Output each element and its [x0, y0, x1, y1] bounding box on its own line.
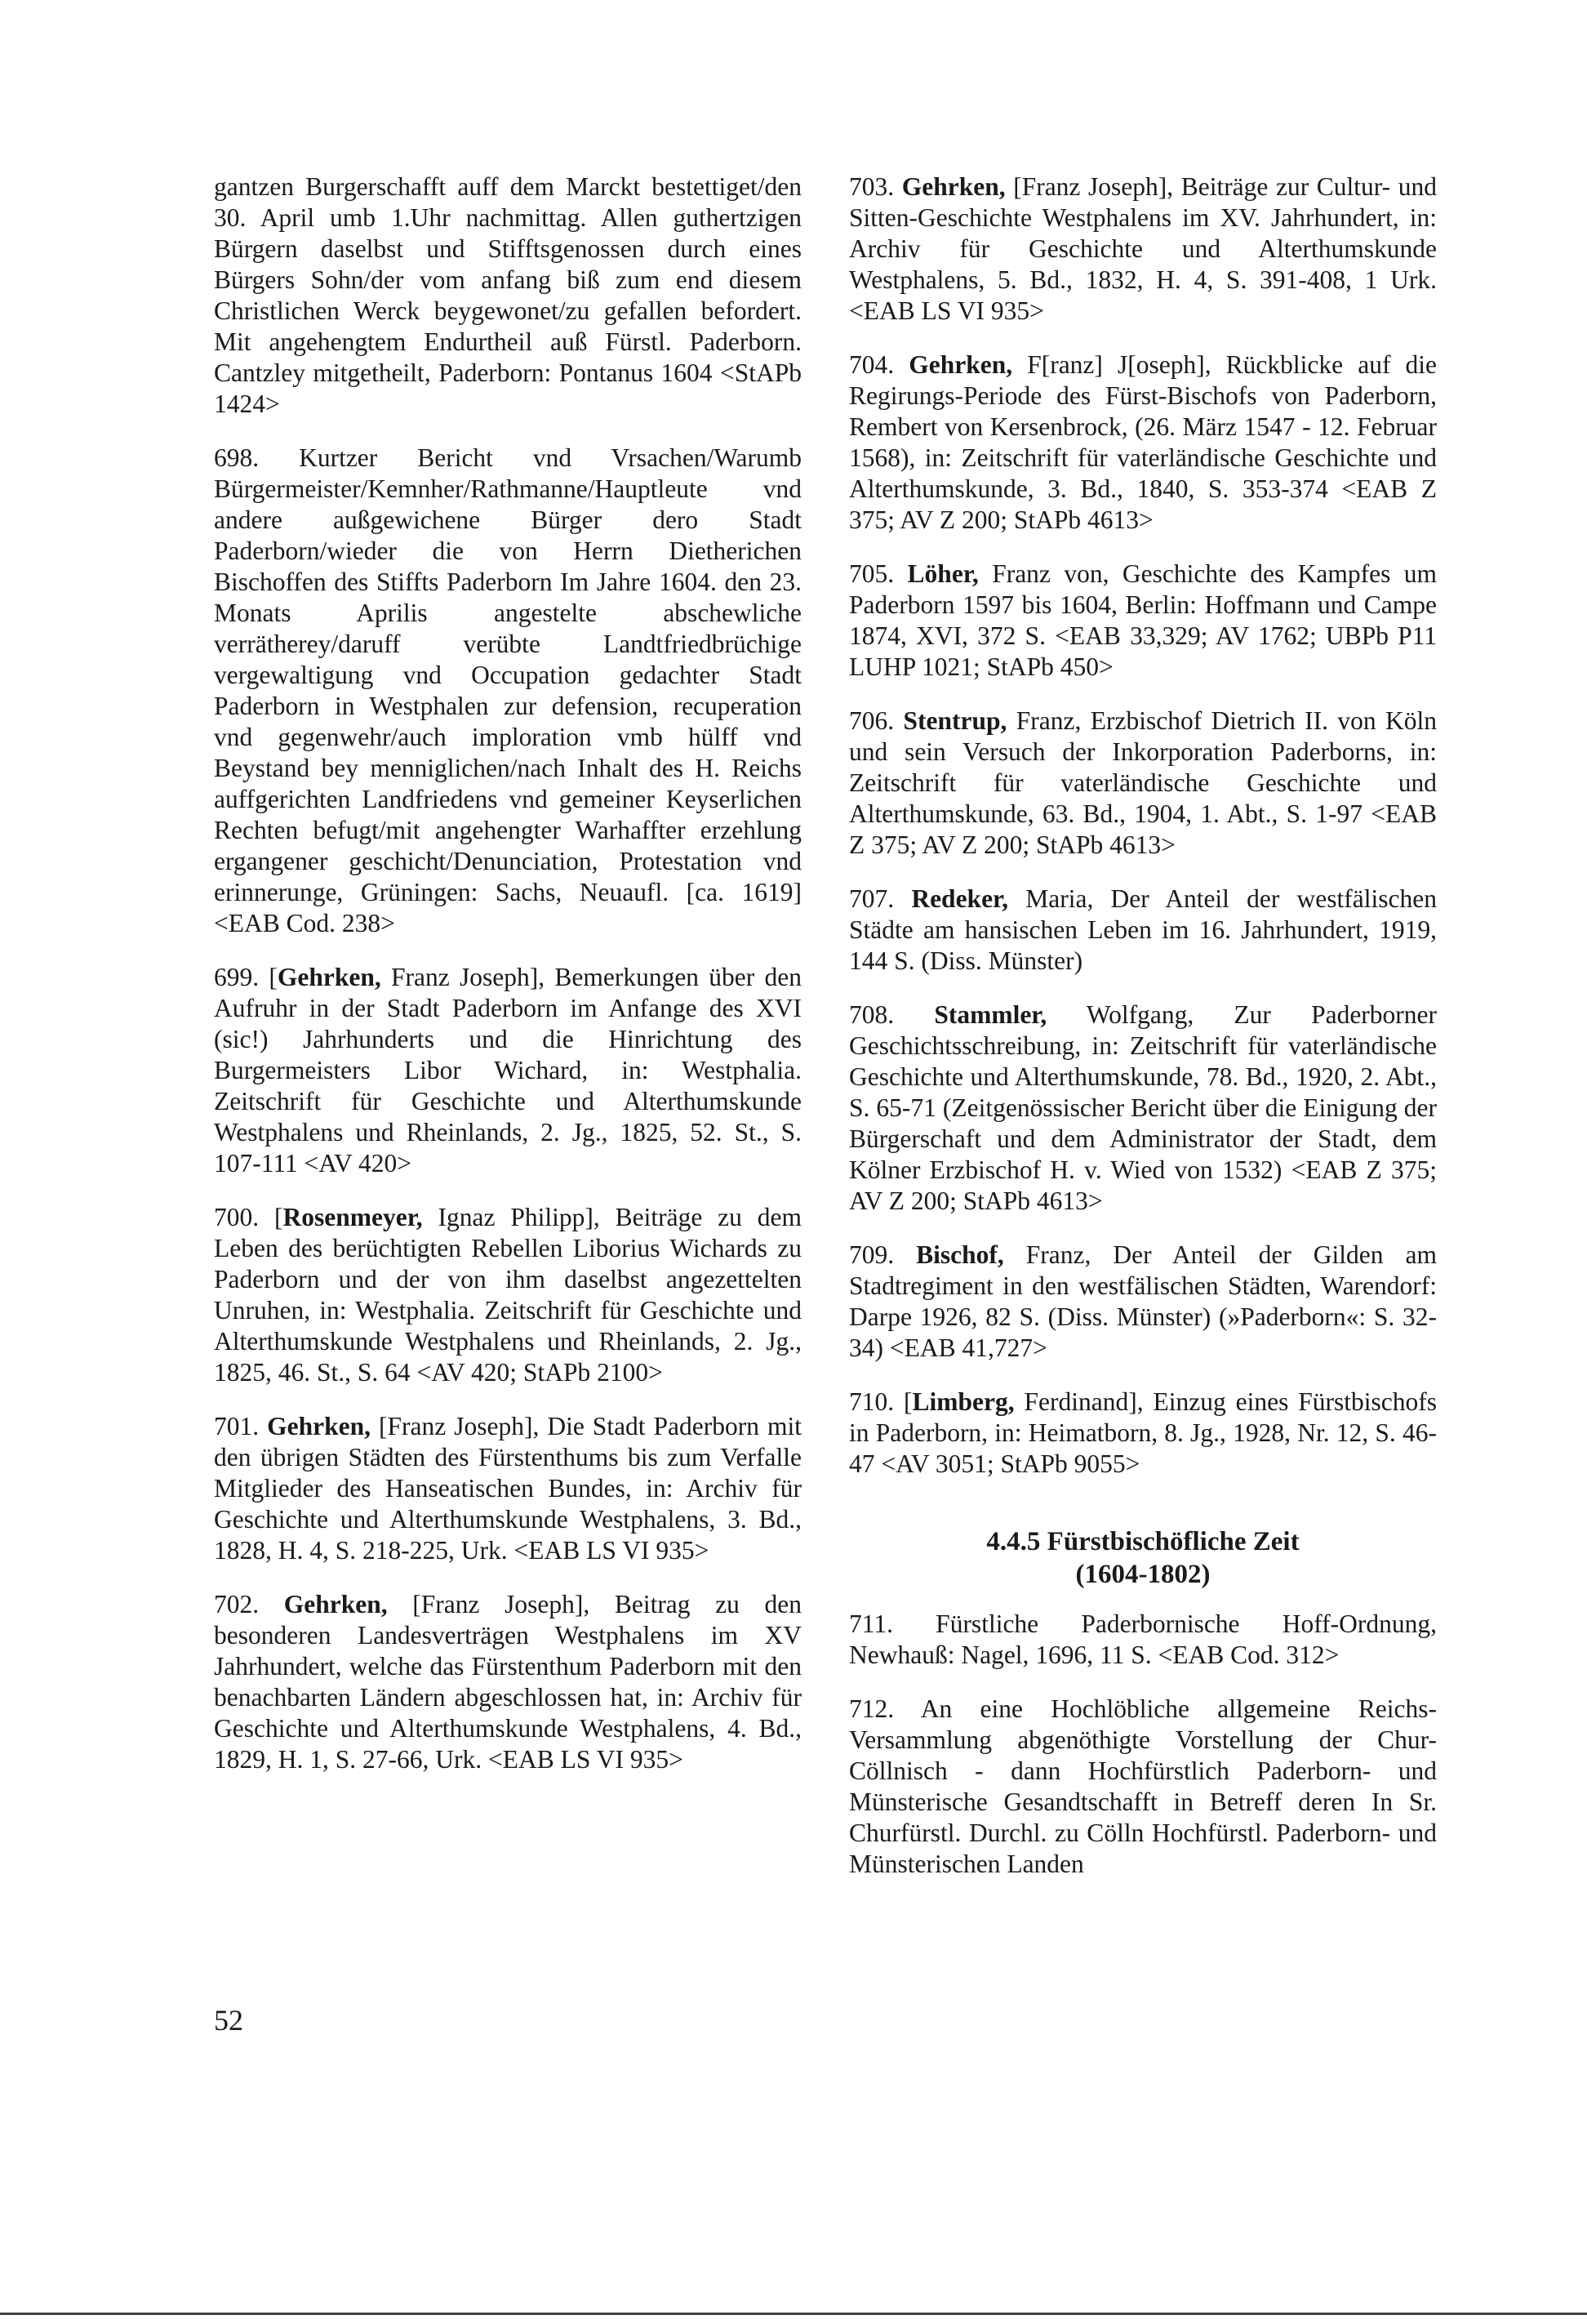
entry-number: 700. — [214, 1203, 260, 1231]
entry-number: 707. — [849, 884, 895, 913]
entry-author: Stentrup, — [903, 706, 1007, 735]
entry-number: 703. — [849, 172, 895, 201]
entry-702 — [214, 1589, 802, 1775]
bottom-divider — [0, 2313, 1587, 2315]
entry-author: Gehrken, — [909, 350, 1013, 379]
entry-author: Rosenmeyer, — [282, 1203, 423, 1231]
entry-number: 705. — [849, 559, 895, 588]
entry-text: [Franz Joseph], Die Stadt Paderborn mit den übrigen Städten des Fürstenthums bis zum Verfalle Mitglieder des Hanseatischen Bundes, in: Archiv für Geschichte und Alterthumskunde Westphalens, 3. Bd., 1828, H. 4, S. 218-225, Urk. <EAB LS VI 935> — [214, 1412, 802, 1565]
entry-number: 706. — [849, 706, 895, 735]
entry-700 — [214, 1202, 802, 1388]
entry-text: [Franz Joseph], Beiträge zur Cultur- und Sitten-Geschichte Westphalens im XV. Jahrhundert, in: Archiv für Geschichte und Alterthumskunde Westphalens, 5. Bd., 1832, H. 4, S. 391-408, 1 Urk. <EAB LS VI 935> — [849, 172, 1437, 325]
entry-author: Limberg, — [912, 1387, 1015, 1416]
entry-author: Bischof, — [916, 1240, 1004, 1269]
entry-706 — [849, 706, 1437, 861]
entry-author: Gehrken, — [277, 963, 381, 991]
entry-author: Gehrken, — [901, 172, 1006, 201]
entry-text: F[ranz] J[oseph], Rückblicke auf die Regirungs-Periode des Fürst-Bischofs von Paderborn, Rembert von Kersenbrock, (26. März 1547 - 12. Februar 1568), in: Zeitschrift für vaterländische Geschichte und Alterthumskunde, 3. Bd., 1840, S. 353-374 <EAB Z 375; AV Z 200; StAPb 4613> — [849, 350, 1438, 534]
section-heading — [849, 1525, 1437, 1591]
entry-712 — [849, 1694, 1437, 1880]
entry-number: 708. — [849, 1000, 895, 1029]
section-heading-range: (1604-1802) — [1075, 1560, 1211, 1589]
entry-author: Gehrken, — [283, 1590, 388, 1618]
entry-author: Stammler, — [934, 1000, 1047, 1029]
entry-text: Kurtzer Bericht vnd Vrsachen/Warumb Bürgermeister/Kemnher/Rathmanne/Hauptleute vnd andere außgewichene Bürger dero Stadt Paderborn/wieder die von Herrn Dietherichen Bischoffen des Stiffts Paderborn Im Jahre 1604. den 23. Monats Aprilis angestelte abschewliche verrätherey/daruff verübte Landtfriedbrüchige vergewaltigung vnd Occupation gedachter Stadt Paderborn in Westphalen zur defension, recuperation vnd gegenwehr/auch imploration vmb hülff vnd Beystand bey menniglichen/nach Inhalt des H. Reichs auffgerichten Landfriedens vnd gemeiner Keyserlichen Rechten befugt/mit angehengter Warhaffter erzehlung ergangener geschicht/Denunciation, Protestation vnd erinnerunge, Grüningen: Sachs, Neuaufl. [ca. 1619] <EAB Cod. 238> — [214, 443, 802, 937]
entry-text: gantzen Burgerschafft auff dem Marckt bestettiget/den 30. April umb 1.Uhr nachmittag. Allen guthertzigen Bürgern daselbst und Stifftsgenossen durch eines Bürgers Sohn/der vom anfang biß zum end diesem Christlichen Werck beygewonet/zu gefallen befordert. Mit angehengtem Endurtheil auß Fürstl. Paderborn. Cantzley mitgetheilt, Paderborn: Pontanus 1604 <StAPb 1424> — [214, 172, 802, 418]
entry-704 — [849, 349, 1437, 536]
entry-705 — [849, 559, 1437, 683]
bracket: [ — [904, 1387, 913, 1416]
entry-text: Ignaz Philipp], Beiträge zu dem Leben des berüchtigten Rebellen Liborius Wichards zu Paderborn und der von ihm daselbst angezettelten Unruhen, in: Westphalia. Zeitschrift für Geschichte und Alterthumskunde Westphalens und Rheinlands, 2. Jg., 1825, 46. St., S. 64 <AV 420; StAPb 2100> — [214, 1203, 802, 1387]
section-heading-title: 4.4.5 Fürstbischöfliche Zeit — [986, 1527, 1300, 1556]
entry-text: Ferdinand], Einzug eines Fürstbischofs in Paderborn, in: Heimatborn, 8. Jg., 1928, Nr. 12, S. 46-47 <AV 3051; StAPb 9055> — [849, 1387, 1438, 1478]
entry-number: 698. — [214, 443, 260, 472]
left-column — [214, 171, 802, 1798]
entry-text: Maria, Der Anteil der westfälischen Städte am hansischen Leben im 16. Jahrhundert, 1919, 144 S. (Diss. Münster) — [849, 884, 1437, 975]
entry-author: Löher, — [907, 559, 979, 588]
entry-text: Franz, Der Anteil der Gilden am Stadtregiment in den westfälischen Städten, Warendorf: Darpe 1926, 82 S. (Diss. Münster) (»Paderborn«: S. 32-34) <EAB 41,727> — [849, 1240, 1438, 1362]
bracket: [ — [269, 963, 278, 991]
entry-number: 712. — [849, 1694, 895, 1723]
entry-number: 701. — [214, 1412, 260, 1440]
entry-author: Redeker, — [911, 884, 1009, 913]
entry-number: 699. — [214, 963, 260, 991]
entry-number: 704. — [849, 350, 895, 379]
entry-author: Gehrken, — [267, 1412, 371, 1440]
entry-711 — [849, 1609, 1437, 1671]
entry-text: [Franz Joseph], Beitrag zu den besonderen Landesverträgen Westphalens im XV Jahrhundert, welche das Fürstenthum Paderborn mit den benachbarten Ländern abgeschlossen hat, in: Archiv für Geschichte und Alterthumskunde Westphalens, 4. Bd., 1829, H. 1, S. 27-66, Urk. <EAB LS VI 935> — [214, 1590, 802, 1774]
entry-text: Franz Joseph], Bemerkungen über den Aufruhr in der Stadt Paderborn im Anfange des XVI (sic!) Jahrhunderts und die Hinrichtung des Burgermeisters Libor Wichard, in: Westphalia. Zeitschrift für Geschichte und Alterthumskunde Westphalens und Rheinlands, 2. Jg., 1825, 52. St., S. 107-111 <AV 420> — [214, 963, 802, 1178]
entry-text: Franz von, Geschichte des Kampfes um Paderborn 1597 bis 1604, Berlin: Hoffmann und Campe 1874, XVI, 372 S. <EAB 33,329; AV 1762; UBPb P11 LUHP 1021; StAPb 450> — [849, 559, 1438, 681]
entry-703 — [849, 171, 1437, 327]
entry-text: Wolfgang, Zur Paderborner Geschichtsschreibung, in: Zeitschrift für vaterländische Geschichte und Alterthumskunde, 78. Bd., 1920, 2. Abt., S. 65-71 (Zeitgenössischer Bericht über die Einigung der Bürgerschaft und dem Administrator der Stadt, dem Kölner Erzbischof H. v. Wied von 1532) <EAB Z 375; AV Z 200; StAPb 4613> — [849, 1000, 1438, 1215]
entry-text: Franz, Erzbischof Dietrich II. von Köln und sein Versuch der Inkorporation Paderborns, in: Zeitschrift für vaterländische Geschichte und Alterthumskunde, 63. Bd., 1904, 1. Abt., S. 1-97 <EAB Z 375; AV Z 200; StAPb 4613> — [849, 706, 1437, 859]
entry-number: 709. — [849, 1240, 895, 1269]
entry-698 — [214, 443, 802, 939]
entry-number: 710. — [849, 1387, 895, 1416]
entry-710 — [849, 1387, 1437, 1480]
entry-text: An eine Hochlöbliche allgemeine Reichs-Versammlung abgenöthigte Vorstellung der Chur-Cöllnisch - dann Hochfürstlich Paderborn- und Münsterische Gesandtschafft in Betreff deren In Sr. Churfürstl. Durchl. zu Cölln Hochfürstl. Paderborn- und Münsterischen Landen — [849, 1694, 1437, 1878]
entry-number: 711. — [849, 1609, 893, 1638]
bracket: [ — [274, 1203, 283, 1231]
entry-text: Fürstliche Paderbornische Hoff-Ordnung, Newhauß: Nagel, 1696, 11 S. <EAB Cod. 312> — [849, 1609, 1437, 1669]
page-number: 52 — [214, 2004, 243, 2037]
entry-708 — [849, 999, 1437, 1217]
right-column — [849, 171, 1437, 1903]
entry-699 — [214, 962, 802, 1179]
entry-continuation — [214, 171, 802, 420]
entry-number: 702. — [214, 1590, 260, 1618]
entry-709 — [849, 1240, 1437, 1364]
entry-701 — [214, 1411, 802, 1566]
entry-707 — [849, 884, 1437, 977]
